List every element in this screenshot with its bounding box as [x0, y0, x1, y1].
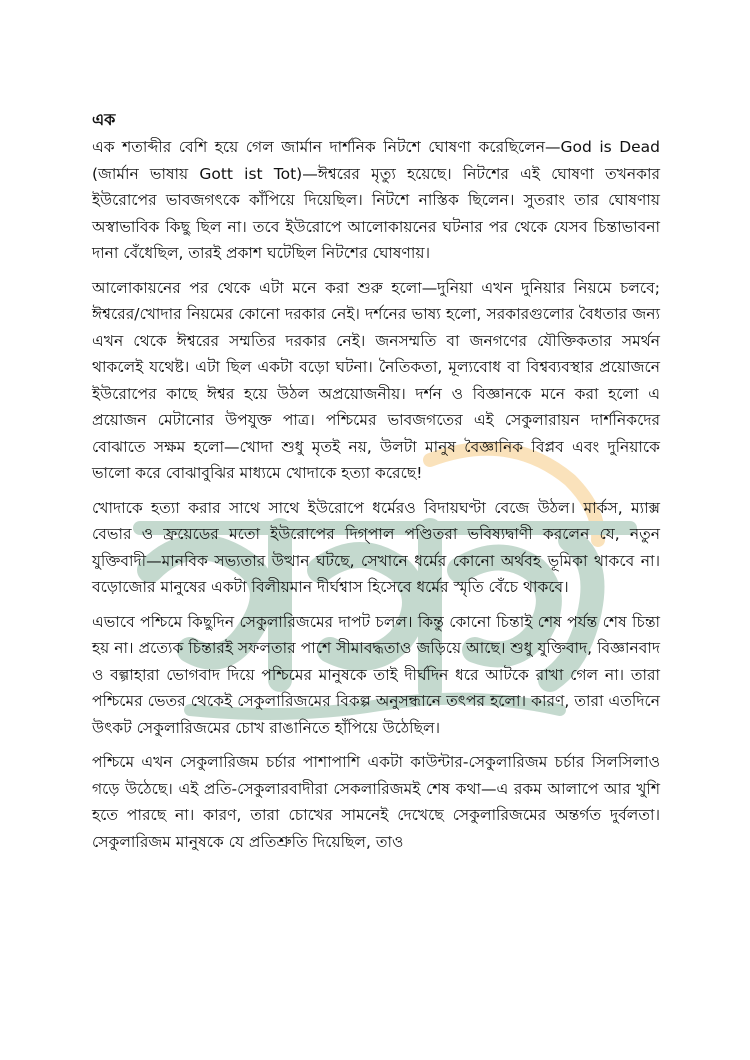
paragraph-4: এভাবে পশ্চিমে কিছুদিন সেকুলারিজমের দাপট চলল। কিন্তু কোনো চিন্তাই শেষ পর্যন্ত শেষ চিন্তা হয় না। প্রত্যেক চিন্তারই সফলতার পাশে সীমাবদ্ধতাও জড়িয়ে আছে। শুধু যুক্তিবাদ, বিজ্ঞানবাদ ও বল্গাহারা ভোগবাদ দিয়ে পশ্চিমের মানুষকে তাই দীর্ঘদিন ধরে আটকে রাখা গেল না। তারা পশ্চিমের ভেতর থেকেই সেকুলারিজমের বিকল্প অনুসন্ধানে তৎপর হলো। কারণ, তারা এতদিনে উৎকট সেকুলারিজমের চোখ রাঙানিতে হাঁপিয়ে উঠেছিল।	[92, 612, 660, 737]
body-text	[92, 108, 660, 863]
chapter-heading: এক	[92, 110, 116, 129]
paragraph-5: পশ্চিমে এখন সেকুলারিজম চর্চার পাশাপাশি একটা কাউন্টার-সেকুলারিজম চর্চার সিলসিলাও গড়ে উঠেছে। এই প্রতি-সেকুলারবাদীরা সেকলারিজমই শেষ কথা—এ রকম আলাপে আর খুশি হতে পারছে না। কারণ, তারা চোখের সামনেই দেখেছে সেকুলারিজমের অন্তর্গত দুর্বলতা। সেকুলারিজম মানুষকে যে প্রতিশ্রুতি দিয়েছিল, তাও	[92, 753, 660, 851]
paragraph-2: আলোকায়নের পর থেকে এটা মনে করা শুরু হলো—দুনিয়া এখন দুনিয়ার নিয়মে চলবে; ঈশ্বরের/খোদার নিয়মের কোনো দরকার নেই। দর্শনের ভাষ্য হলো, সরকারগুলোর বৈধতার জন্য এখন থেকে ঈশ্বরের সম্মতির দরকার নেই। জনসম্মতি বা জনগণের যৌক্তিকতার সমর্থন থাকলেই যথেষ্ট। এটা ছিল একটা বড়ো ঘটনা। নৈতিকতা, মূল্যবোধ বা বিশ্বব্যবস্থার প্রয়োজনে ইউরোপের কাছে ঈশ্বর হয়ে উঠল অপ্রয়োজনীয়। দর্শন ও বিজ্ঞানকে মনে করা হলো এ প্রয়োজন মেটানোর উপযুক্ত পাত্র। পশ্চিমের ভাবজগতের এই সেকুলারায়ন দার্শনিকদের বোঝাতে সক্ষম হলো—খোদা শুধু মৃতই নয়, উলটা মানুষ বৈজ্ঞানিক বিপ্লব এবং দুনিয়াকে ভালো করে বোঝাবুঝির মাধ্যমে খোদাকে হত্যা করেছে!	[92, 278, 660, 482]
paragraph-3: খোদাকে হত্যা করার সাথে সাথে ইউরোপে ধর্মেরও বিদায়ঘণ্টা বেজে উঠল। মার্কস, ম্যাক্স বেভার ও ফ্রয়েডের মতো ইউরোপের দিগ্‌পাল পণ্ডিতরা ভবিষ্যদ্বাণী করলেন যে, নতুন যুক্তিবাদী—মানবিক সভ্যতার উত্থান ঘটছে, সেখানে ধর্মের কোনো অর্থবহ ভূমিকা থাকবে না। বড়োজোর মানুষের একটা বিলীয়মান দীর্ঘশ্বাস হিসেবে ধর্মের স্মৃতি বেঁচে থাকবে।	[92, 498, 660, 596]
paragraph-1: এক শতাব্দীর বেশি হয়ে গেল জার্মান দার্শনিক নিটশে ঘোষণা করেছিলেন—God is Dead (জার্মান ভাষায় Gott ist Tot)—ঈশ্বরের মৃত্যু হয়েছে। নিটশের এই ঘোষণা তখনকার ইউরোপের ভাবজগৎকে কাঁপিয়ে দিয়েছিল। নিটশে নাস্তিক ছিলেন। সুতরাং তার ঘোষণায় অস্বাভাবিক কিছু ছিল না। তবে ইউরোপে আলোকায়নের ঘটনার পর থেকে যেসব চিন্তাভাবনা দানা বেঁধেছিল, তারই প্রকাশ ঘটেছিল নিটশের ঘোষণায়।	[92, 138, 660, 262]
